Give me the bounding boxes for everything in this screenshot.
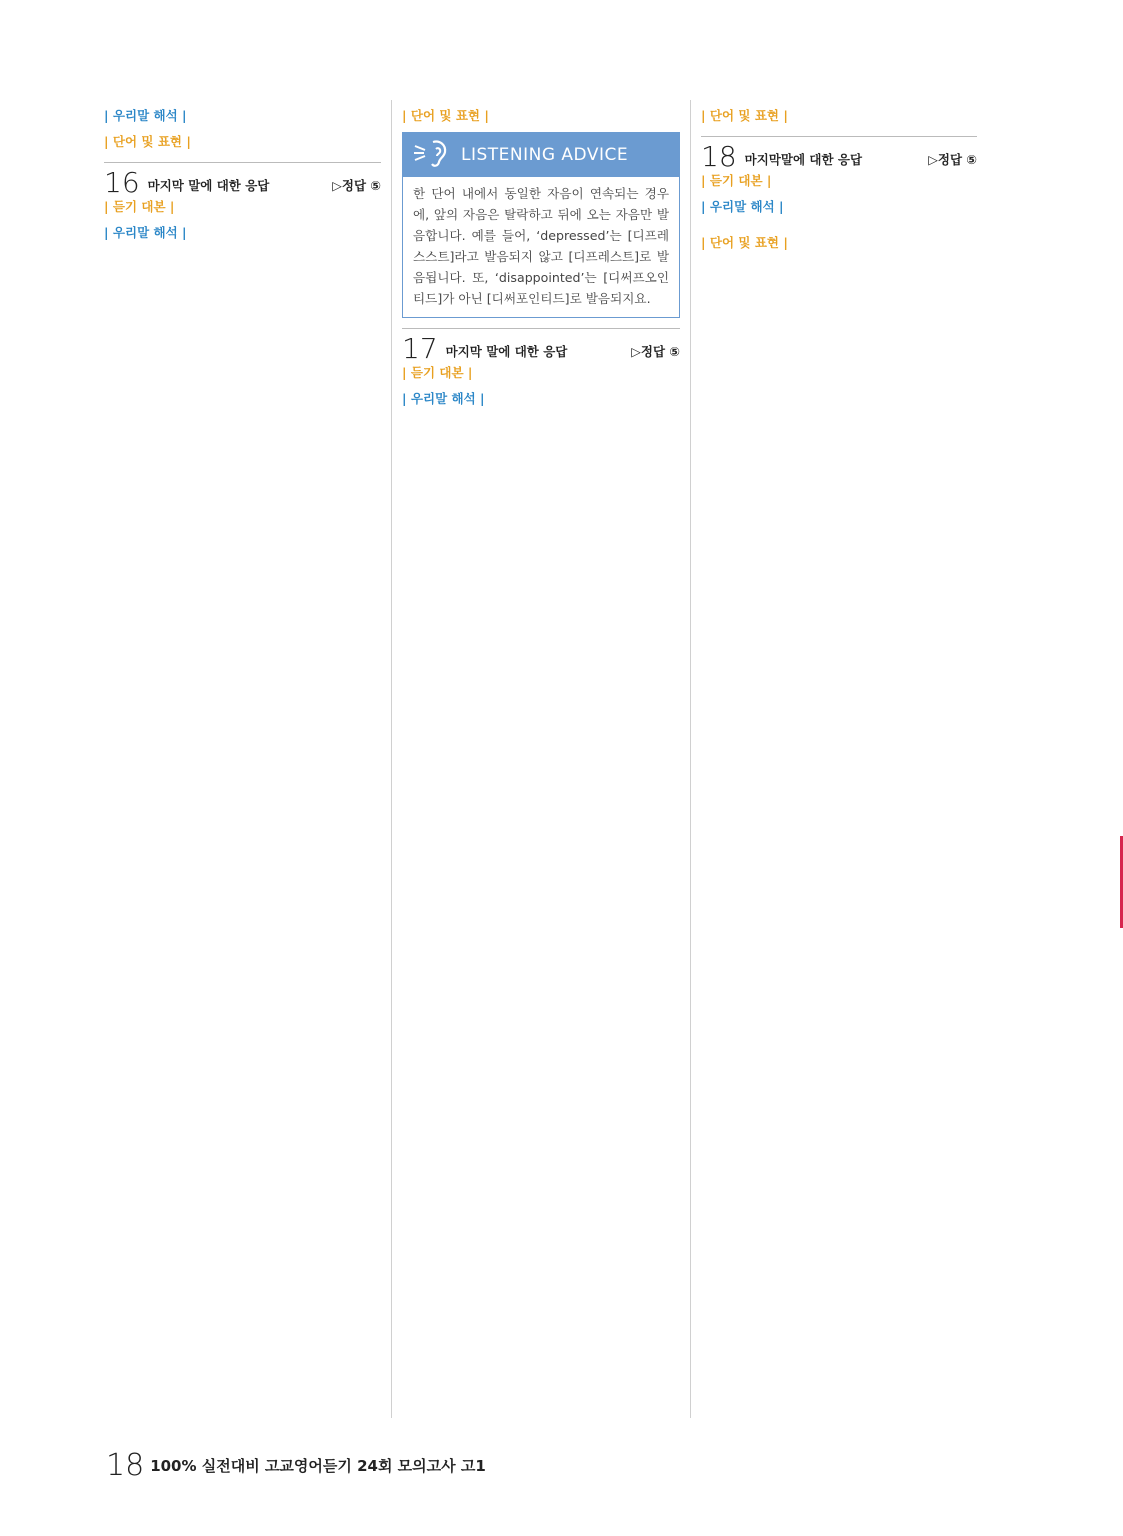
section-label-translation: | 우리말 해석 | [104, 108, 187, 123]
section-label-translation: | 우리말 해석 | [402, 391, 485, 406]
question-header-16 [104, 162, 381, 197]
section-label-translation: | 우리말 해석 | [104, 225, 187, 240]
question-header-18 [701, 136, 977, 171]
ear-icon [411, 136, 461, 175]
answer-badge: ▷정답 ⑤ [928, 152, 977, 167]
question-number: 17 [402, 332, 438, 365]
column-right [701, 100, 977, 253]
answer-badge: ▷정답 ⑤ [631, 344, 680, 359]
book-title: 100% 실전대비 고교영어듣기 24회 모의고사 고1 [150, 1457, 486, 1475]
section-label-vocab: | 단어 및 표현 | [701, 235, 788, 250]
column-divider [690, 100, 691, 1418]
listening-advice-box [402, 132, 680, 318]
advice-header [403, 133, 679, 177]
section-label-vocab: | 단어 및 표현 | [402, 108, 489, 123]
column-divider [391, 100, 392, 1418]
advice-text: 한 단어 내에서 동일한 자음이 연속되는 경우에, 앞의 자음은 탈락하고 뒤에 오는 자음만 발음합니다. 예를 들어, ‘depressed’는 [디프레스스트]라고 발음되지 않고 [디프레스트]로 발음됩니다. 또, ‘disappointed’는 [디써프오인티드]가 아닌 [디써포인티드]로 발음되지요. [413, 186, 669, 306]
question-type: 마지막 말에 대한 응답 [147, 178, 270, 193]
section-label-vocab: | 단어 및 표현 | [701, 108, 788, 123]
question-header-17 [402, 328, 680, 363]
question-type: 마지막말에 대한 응답 [744, 152, 863, 167]
column-left [104, 100, 381, 253]
answer-badge: ▷정답 ⑤ [332, 178, 381, 193]
page-footer [106, 1448, 486, 1483]
section-label-translation: | 우리말 해석 | [701, 199, 784, 214]
section-label-script: | 듣기 대본 | [402, 365, 473, 380]
column-middle [402, 100, 680, 419]
question-type: 마지막 말에 대한 응답 [445, 344, 568, 359]
question-number: 18 [701, 140, 737, 173]
section-label-vocab: | 단어 및 표현 | [104, 134, 191, 149]
page-number: 18 [106, 1448, 145, 1483]
section-label-script: | 듣기 대본 | [701, 173, 772, 188]
advice-title: LISTENING ADVICE [461, 145, 629, 165]
question-number: 16 [104, 166, 140, 199]
section-label-script: | 듣기 대본 | [104, 199, 175, 214]
